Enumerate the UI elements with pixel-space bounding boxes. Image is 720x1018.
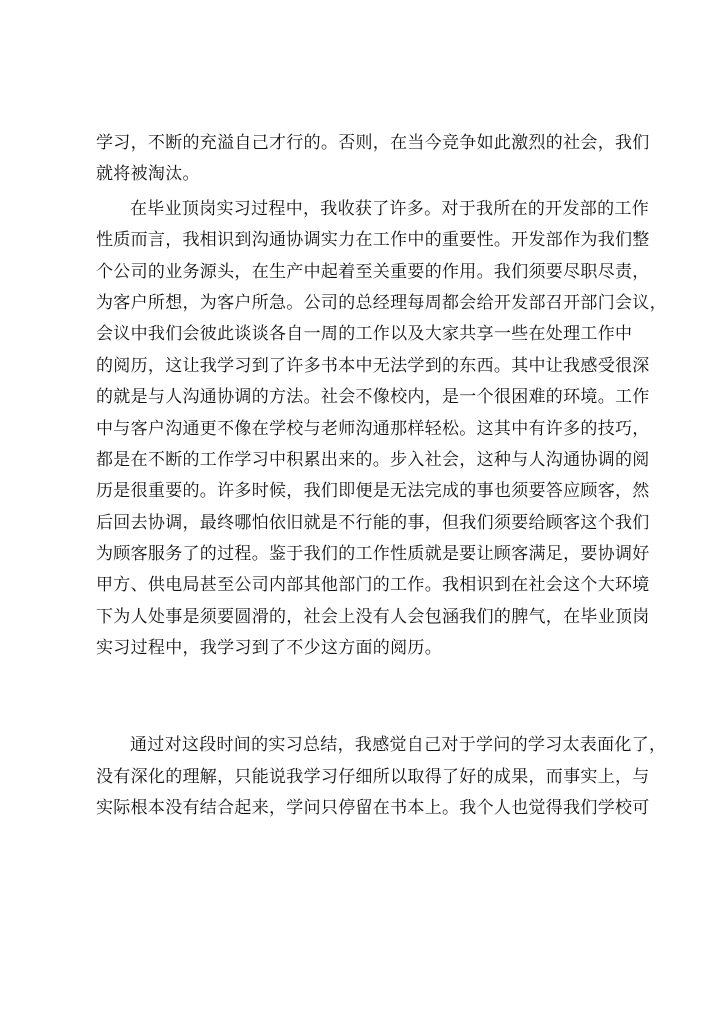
text-line: 实际根本没有结合起来，学问只停留在书本上。我个人也觉得我们学校可 <box>96 798 650 819</box>
document-body <box>96 128 667 825</box>
paragraph-3 <box>96 730 667 824</box>
text-line: 中与客户沟通更不像在学校与老师沟通那样轻松。这其中有许多的技巧， <box>96 418 650 439</box>
text-line: 学习，不断的充溢自己才行的。否则，在当今竞争如此激烈的社会，我们 <box>96 133 650 153</box>
text-line: 的阅历，这让我学习到了许多书本中无法学到的东西。其中让我感受很深 <box>96 355 650 376</box>
text-line: 后回去协调，最终哪怕依旧就是不行能的事，但我们须要给顾客这个我们 <box>96 512 650 533</box>
text-line <box>96 665 636 696</box>
text-line: 就将被淘汰。 <box>96 164 200 185</box>
text-line: 个公司的业务源头，在生产中起着至关重要的作用。我们须要尽职尽责， <box>96 261 650 282</box>
text-line: 都是在不断的工作学习中积累出来的。步入社会，这种与人沟通协调的阅 <box>96 449 650 470</box>
text-line: 在毕业顶岗实习过程中，我收获了许多。对于我所在的开发部的工作 <box>130 198 649 219</box>
text-line: 会议中我们会彼此谈谈各自一周的工作以及大家共享一些在处理工作中 <box>96 324 633 345</box>
text-line: 甲方、供电局甚至公司内部其他部门的工作。我相识到在社会这个大环境 <box>96 575 650 596</box>
text-line: 历是很重要的。许多时候，我们即便是无法完成的事也须要答应顾客，然 <box>96 481 650 502</box>
text-line: 没有深化的理解，只能说我学习仔细所以取得了好的成果，而事实上，与 <box>96 766 650 787</box>
text-line: 的就是与人沟通协调的方法。社会不像校内，是一个很困难的环境。工作 <box>96 387 650 408</box>
text-line: 性质而言，我相识到沟通协调实力在工作中的重要性。开发部作为我们整 <box>96 230 650 251</box>
text-line: 通过对这段时间的实习总结，我感觉自己对于学问的学习太表面化了， <box>130 735 667 756</box>
text-line: 实习过程中，我学习到了不少这方面的阅历。 <box>96 638 442 659</box>
text-line: 为顾客服务了的过程。鉴于我们的工作性质就是要让顾客满足，要协调好 <box>96 544 650 565</box>
text-line <box>96 696 636 727</box>
paragraph-2 <box>96 194 667 728</box>
paragraph-1 <box>96 128 650 191</box>
text-line: 为客户所想，为客户所急。公司的总经理每周都会给开发部召开部门会议， <box>96 292 667 313</box>
text-line: 下为人处事是须要圆滑的，社会上没有人会包涵我们的脾气，在毕业顶岗 <box>96 606 650 627</box>
